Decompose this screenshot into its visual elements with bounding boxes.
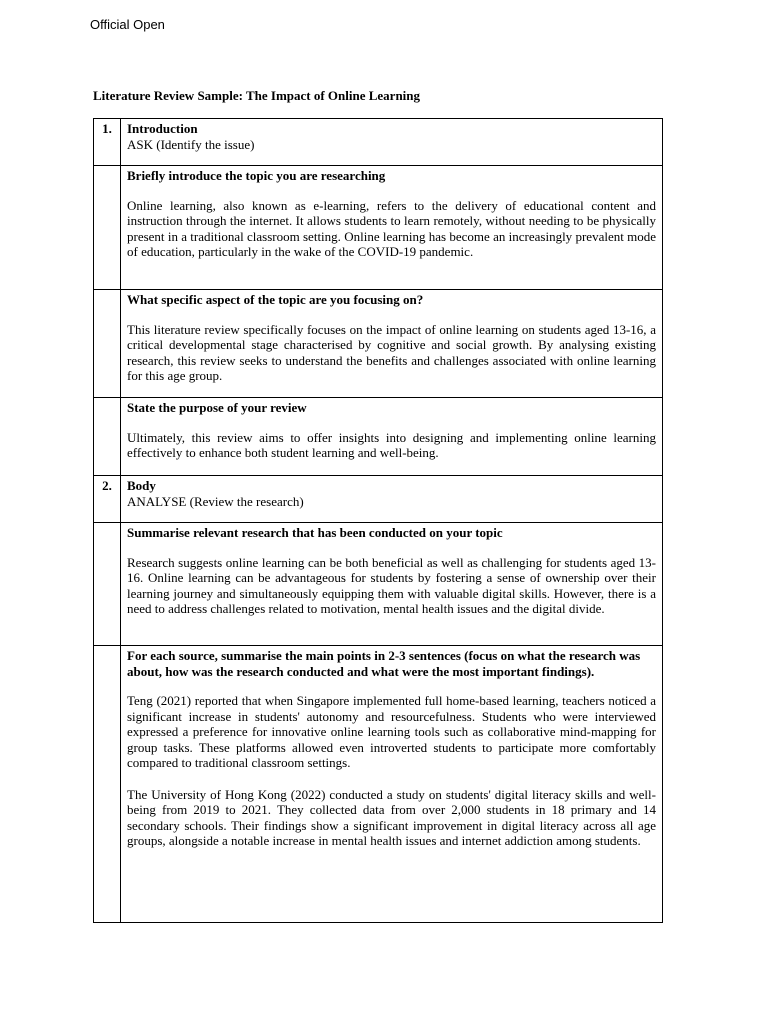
number-cell [94,398,121,476]
section-subheading: ANALYSE (Review the research) [127,493,304,509]
classification-label: Official Open [90,17,165,32]
content-cell [121,166,663,290]
table-row [94,646,663,923]
document-title: Literature Review Sample: The Impact of Online Learning [93,88,421,103]
section-header-cell [121,119,663,166]
section-heading: Introduction [127,121,198,136]
row-paragraph: This literature review specifically focuses on the impact of online learning on students aged 13-16, a critical developmental stage characterised by cognitive and social growth. By analysing existing research, this review seeks to understand the benefits and challenges associated with online learning for this age group. [127,321,656,383]
content-cell [121,290,663,398]
section-number: 2. [94,476,121,523]
row-paragraph: The University of Hong Kong (2022) conducted a study on students' digital literacy skills and well-being from 2019 to 2021. They collected data from over 2,000 students in 18 primary and 14 secondary schools. Their findings show a significant improvement in digital literacy across all age groups, alongside a notable increase in mental health issues and internet addiction among students. [127,786,656,848]
row-prompt: State the purpose of your review [127,400,307,415]
row-prompt: Summarise relevant research that has been conducted on your topic [127,525,503,540]
row-prompt: Briefly introduce the topic you are researching [127,168,386,183]
number-cell [94,290,121,398]
row-paragraph: Teng (2021) reported that when Singapore implemented full home-based learning, teachers noticed a significant increase in students' autonomy and resourcefulness. Students who were interviewed expressed a preference for innovative online learning tools such as collaborative mind-mapping for group tasks. These platforms allowed even introverted students to participate more comfortably compared to traditional classroom settings. [127,693,656,770]
content-cell [121,646,663,923]
section-subheading: ASK (Identify the issue) [127,136,255,152]
number-cell [94,523,121,646]
row-paragraph: Ultimately, this review aims to offer insights into designing and implementing online learning effectively to enhance both student learning and well-being. [127,429,656,460]
content-cell [121,523,663,646]
section-heading: Body [127,478,156,493]
row-paragraph: Research suggests online learning can be both beneficial as well as challenging for students aged 13-16. Online learning can be advantageous for students by fostering a sense of ownership over their learning journey and simultaneously equipping them with valuable digital skills. However, there is a need to address challenges related to motivation, mental health issues and the digital divide. [127,554,656,616]
row-prompt: For each source, summarise the main points in 2-3 sentences (focus on what the research was about, how was the research conducted and what were the most important findings). [127,648,641,679]
section-number: 1. [94,119,121,166]
row-prompt: What specific aspect of the topic are you focusing on? [127,292,424,307]
table-row [94,290,663,398]
table-row [94,166,663,290]
row-paragraph: Online learning, also known as e-learning, refers to the delivery of educational content and instruction through the internet. It allows students to learn remotely, without needing to be physically present in a traditional classroom setting. Online learning has become an increasingly prevalent mode of education, particularly in the wake of the COVID-19 pandemic. [127,197,656,259]
section-header-cell [121,476,663,523]
content-cell [121,398,663,476]
literature-review-table [93,118,663,923]
number-cell [94,166,121,290]
table-row [94,523,663,646]
section-row-body [94,476,663,523]
number-cell [94,646,121,923]
section-row-introduction [94,119,663,166]
table-row [94,398,663,476]
